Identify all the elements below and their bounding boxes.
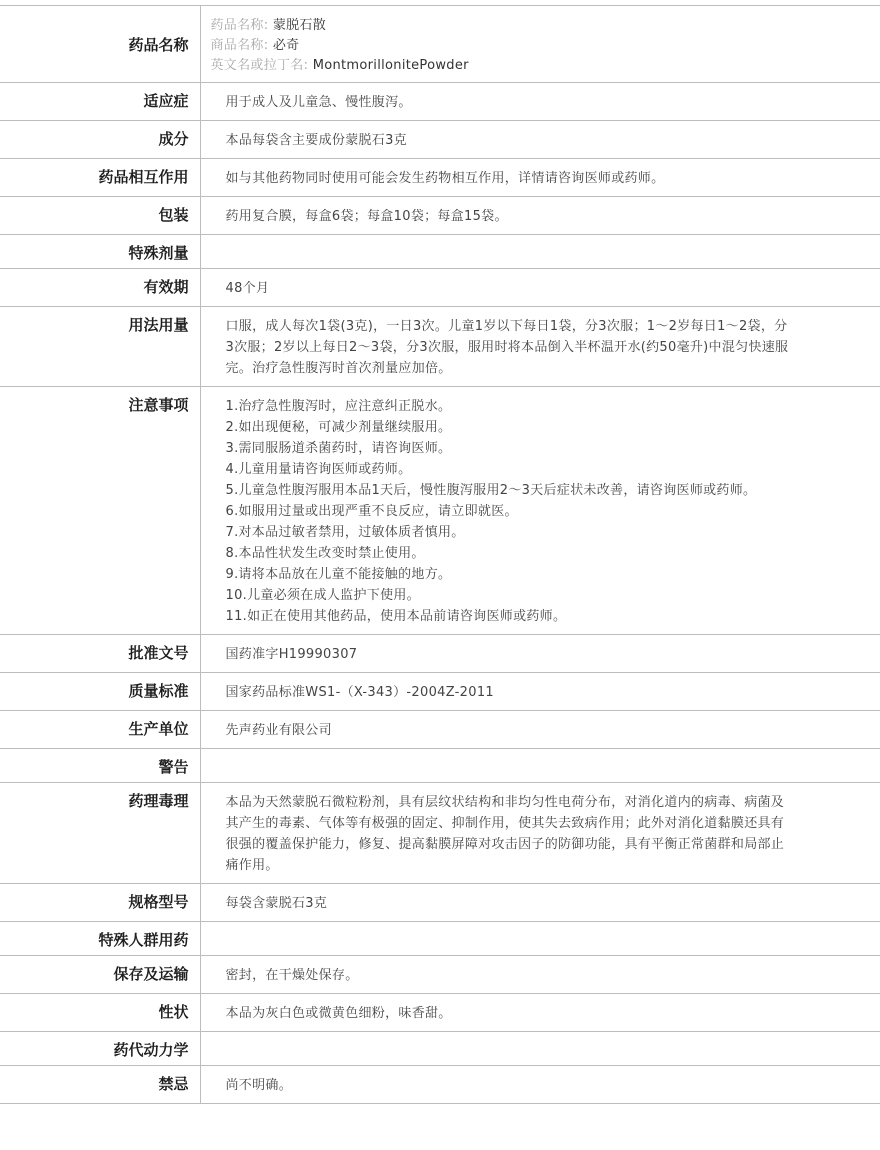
row-value: 本品每袋含主要成份蒙脱石3克 <box>225 133 407 148</box>
row-package <box>0 197 880 235</box>
row-label: 禁忌 <box>0 1066 200 1104</box>
latin-name-value: MontmorillonitePowder <box>312 58 469 73</box>
precautions-list <box>200 387 880 635</box>
row-value: 药用复合膜，每盒6袋；每盒10袋；每盒15袋。 <box>225 209 508 224</box>
precaution-item: 9.请将本品放在儿童不能接触的地方。 <box>225 567 452 582</box>
row-storage <box>0 956 880 994</box>
row-specification <box>0 884 880 922</box>
latin-name-line <box>211 56 791 76</box>
row-label: 特殊剂量 <box>0 235 200 269</box>
row-label: 药理毒理 <box>0 783 200 884</box>
row-label: 药代动力学 <box>0 1032 200 1066</box>
trade-name-line <box>211 36 791 56</box>
row-value <box>200 1032 880 1066</box>
row-label: 特殊人群用药 <box>0 922 200 956</box>
row-special-dosage <box>0 235 880 269</box>
row-value: 密封，在干燥处保存。 <box>225 968 359 983</box>
precaution-item: 3.需同服肠道杀菌药时，请咨询医师。 <box>225 441 452 456</box>
generic-name-line <box>211 16 791 36</box>
row-label: 有效期 <box>0 269 200 307</box>
row-contraindications <box>0 1066 880 1104</box>
row-label: 成分 <box>0 121 200 159</box>
row-label: 药品名称 <box>0 6 200 83</box>
row-value: 本品为灰白色或微黄色细粉，味香甜。 <box>225 1006 452 1021</box>
precaution-item: 6.如服用过量或出现严重不良反应，请立即就医。 <box>225 504 518 519</box>
precaution-item: 8.本品性状发生改变时禁止使用。 <box>225 546 425 561</box>
row-label: 适应症 <box>0 83 200 121</box>
row-label: 生产单位 <box>0 711 200 749</box>
row-label: 性状 <box>0 994 200 1032</box>
generic-name-value: 蒙脱石散 <box>272 18 327 33</box>
row-value <box>200 235 880 269</box>
row-value: 尚不明确。 <box>225 1078 293 1093</box>
row-value: 48个月 <box>225 281 270 296</box>
row-composition <box>0 121 880 159</box>
row-label: 质量标准 <box>0 673 200 711</box>
row-value: 每袋含蒙脱石3克 <box>225 896 328 911</box>
row-pharmacokinetics <box>0 1032 880 1066</box>
row-shelf-life <box>0 269 880 307</box>
row-label: 保存及运输 <box>0 956 200 994</box>
row-description <box>0 994 880 1032</box>
row-label: 批准文号 <box>0 635 200 673</box>
row-value: 如与其他药物同时使用可能会发生药物相互作用，详情请咨询医师或药师。 <box>225 171 665 186</box>
row-warning <box>0 749 880 783</box>
row-value: 国药准字H19990307 <box>225 647 358 662</box>
row-special-population <box>0 922 880 956</box>
precaution-item: 4.儿童用量请咨询医师或药师。 <box>225 462 412 477</box>
precaution-item: 2.如出现便秘，可减少剂量继续服用。 <box>225 420 452 435</box>
precaution-item: 5.儿童急性腹泻服用本品1天后，慢性腹泻服用2～3天后症状未改善，请咨询医师或药师。 <box>225 483 757 498</box>
row-label: 包装 <box>0 197 200 235</box>
precaution-item: 7.对本品过敏者禁用，过敏体质者慎用。 <box>225 525 465 540</box>
row-usage <box>0 307 880 387</box>
precaution-item: 10.儿童必须在成人监护下使用。 <box>225 588 420 603</box>
row-drug-name <box>0 6 880 83</box>
row-pharmacology <box>0 783 880 884</box>
row-value: 本品为天然蒙脱石微粒粉剂，具有层纹状结构和非均匀性电荷分布，对消化道内的病毒、病菌及其产生的毒素、气体等有极强的固定、抑制作用，使其失去致病作用；此外对消化道黏膜还具有很强的覆盖保护能力，修复、提高黏膜屏障对攻击因子的防御功能，具有平衡正常菌群和局部止痛作用。 <box>225 795 785 873</box>
row-approval-number <box>0 635 880 673</box>
row-indications <box>0 83 880 121</box>
row-label: 药品相互作用 <box>0 159 200 197</box>
names-cell <box>200 6 880 83</box>
row-precautions <box>0 387 880 635</box>
row-value: 口服，成人每次1袋(3克)，一日3次。儿童1岁以下每日1袋，分3次服；1～2岁每日1～2袋，分3次服；2岁以上每日2～3袋，分3次服，服用时将本品倒入半杯温开水(约50毫升)中混匀快速服完。治疗急性腹泻时首次剂量应加倍。 <box>225 319 789 376</box>
row-manufacturer <box>0 711 880 749</box>
row-label: 用法用量 <box>0 307 200 387</box>
row-value <box>200 749 880 783</box>
row-value <box>200 922 880 956</box>
row-quality-standard <box>0 673 880 711</box>
row-label: 规格型号 <box>0 884 200 922</box>
row-value: 用于成人及儿童急、慢性腹泻。 <box>225 95 412 110</box>
drug-spec-table <box>0 5 880 1104</box>
latin-name-key: 英文名或拉丁名: <box>210 58 309 73</box>
row-value: 国家药品标准WS1-（X-343）-2004Z-2011 <box>225 685 494 700</box>
row-label: 警告 <box>0 749 200 783</box>
precaution-item: 1.治疗急性腹泻时，应注意纠正脱水。 <box>225 399 452 414</box>
row-interactions <box>0 159 880 197</box>
generic-name-key: 药品名称: <box>210 18 269 33</box>
trade-name-value: 必奇 <box>272 38 300 53</box>
trade-name-key: 商品名称: <box>210 38 269 53</box>
row-value: 先声药业有限公司 <box>225 723 332 738</box>
precaution-item: 11.如正在使用其他药品，使用本品前请咨询医师或药师。 <box>225 609 567 624</box>
row-label: 注意事项 <box>0 387 200 635</box>
